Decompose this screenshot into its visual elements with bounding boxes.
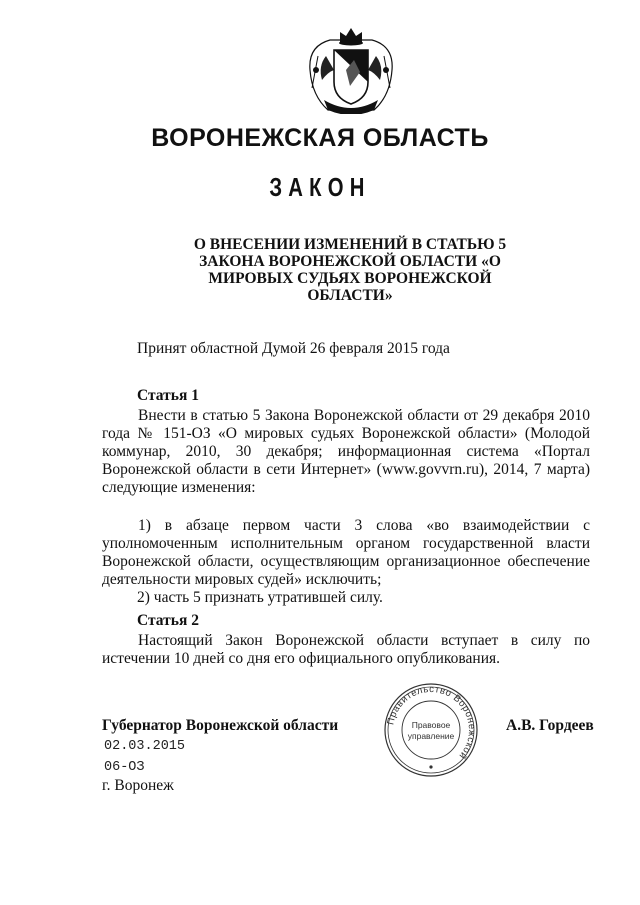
article-1-heading: Статья 1 — [137, 387, 199, 404]
article-2-heading: Статья 2 — [137, 612, 199, 629]
document-type: ЗАКОН — [269, 172, 371, 202]
article-1-intro: Внести в статью 5 Закона Воронежской области от 29 декабря 2010 года № 151-ОЗ «О мировых судьях Воронежской области» (Молодой коммунар, 2010, 30 декабря; информационная система «Портал Воронежской области в сети Интернет» (www.govvrn.ru), 2014, 7 марта) следующие изменения: — [102, 407, 590, 496]
signatory-name: А.В. Гордеев — [506, 717, 594, 734]
law-title-line: ЗАКОНА ВОРОНЕЖСКОЙ ОБЛАСТИ «О — [199, 253, 501, 270]
law-title — [170, 236, 530, 304]
stamp-line-1: Правовое — [411, 720, 451, 730]
official-stamp — [383, 682, 479, 778]
article-1-item-2: 2) часть 5 признать утратившей силу. — [137, 589, 383, 606]
law-title-line: МИРОВЫХ СУДЬЯХ ВОРОНЕЖСКОЙ — [208, 270, 492, 287]
law-title-line: ОБЛАСТИ» — [307, 287, 393, 304]
stamp-line-2: управление — [407, 731, 455, 741]
signatory-position: Губернатор Воронежской области — [102, 717, 339, 734]
svg-text:Правительство Воронежской: Правительство Воронежской — [385, 683, 478, 762]
coat-of-arms-icon — [304, 26, 398, 114]
city: г. Воронеж — [102, 777, 174, 794]
adoption-line: Принят областной Думой 26 февраля 2015 года — [137, 340, 450, 357]
article-2-text: Настоящий Закон Воронежской области вступает в силу по истечении 10 дней со дня его официального опубликования. — [102, 632, 590, 667]
article-1-item-1: 1) в абзаце первом части 3 слова «во взаимодействии с уполномоченным исполнительным органом государственной власти Воронежской области, осуществляющим организационное обеспечение деятельности мировых судей» исключить; — [102, 517, 590, 588]
law-title-line: О ВНЕСЕНИИ ИЗМЕНЕНИЙ В СТАТЬЮ 5 — [193, 236, 507, 253]
signature-date: 02.03.2015 — [104, 739, 186, 754]
law-number: 06-ОЗ — [104, 760, 145, 775]
region-heading: ВОРОНЕЖСКАЯ ОБЛАСТЬ — [151, 124, 489, 152]
